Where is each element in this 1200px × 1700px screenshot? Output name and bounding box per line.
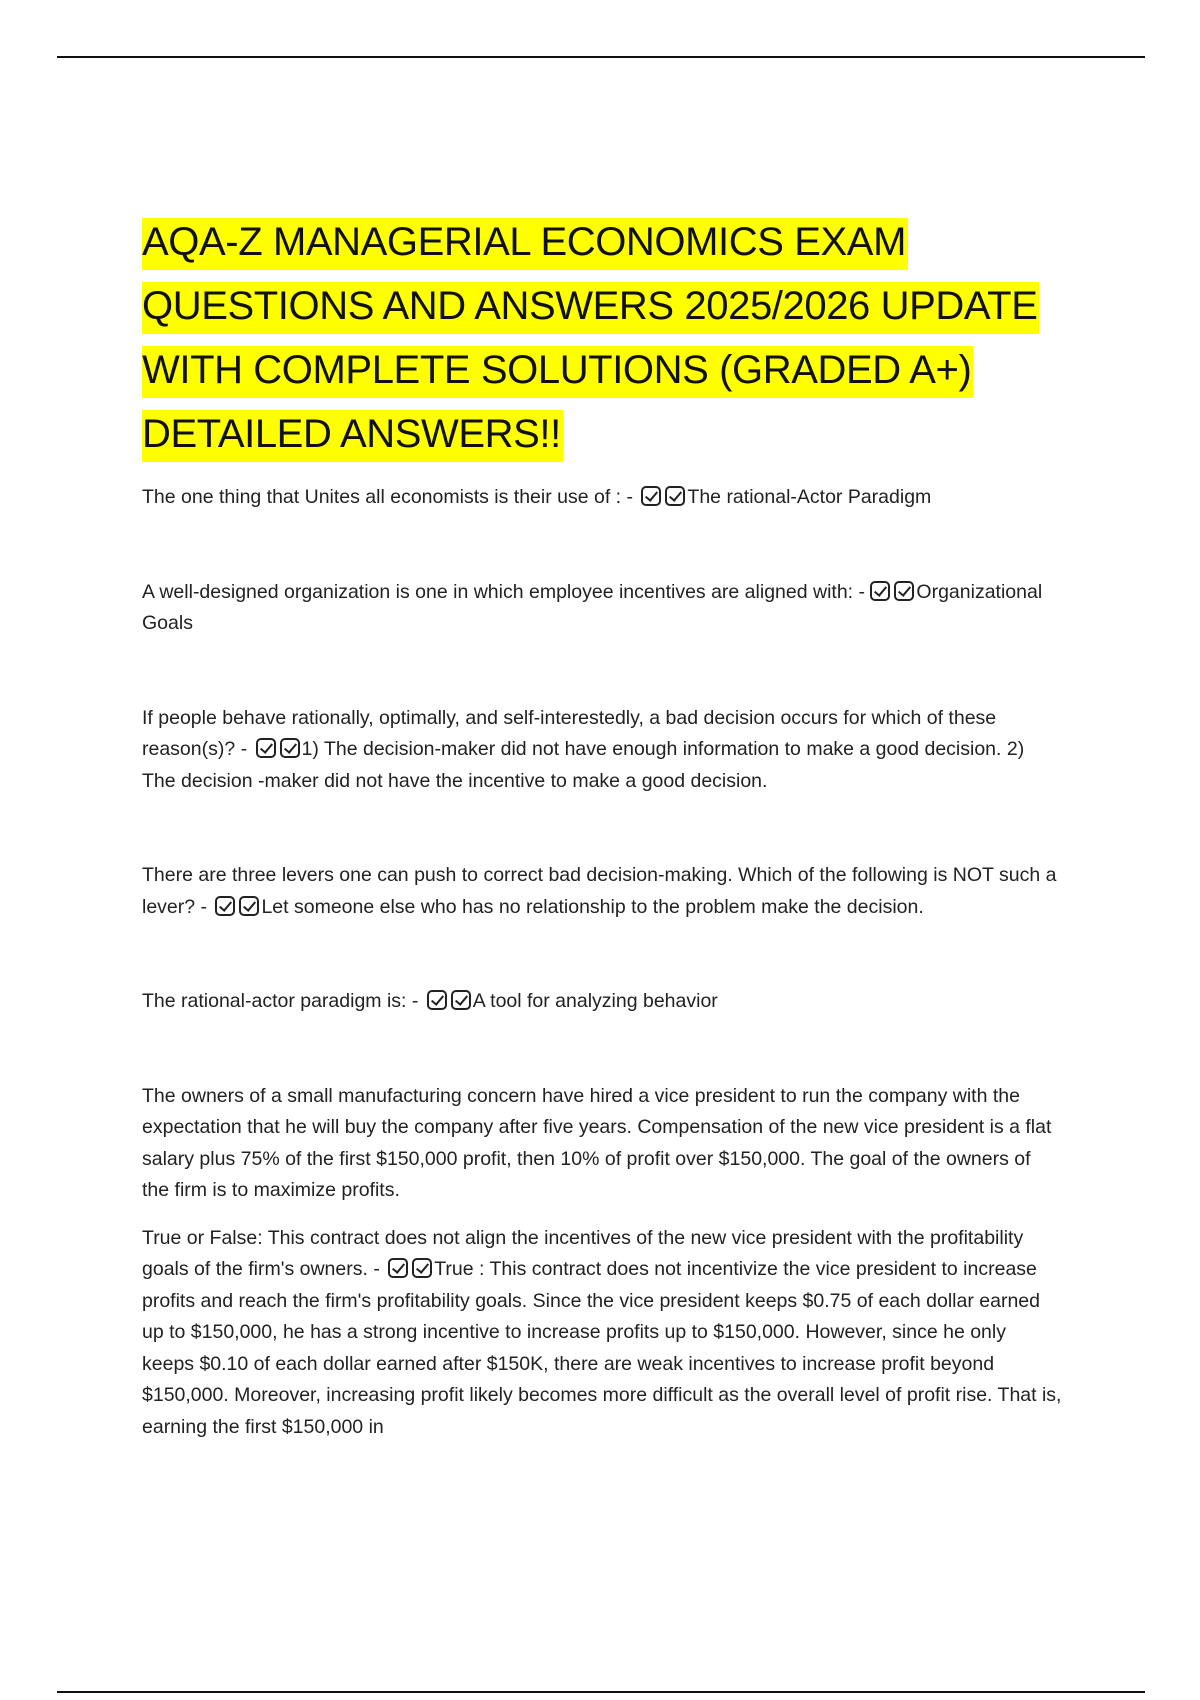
question-text: The rational-actor paradigm is: - <box>142 990 419 1012</box>
answer-text: The rational-Actor Paradigm <box>687 486 932 508</box>
answer-text: A tool for analyzing behavior <box>472 990 718 1012</box>
qa-item-2 <box>142 577 1062 640</box>
scenario-paragraph: The owners of a small manufacturing concern have hired a vice president to run the company with the expectation that he will buy the company after five years. Compensation of the new vice president is a flat salary plus 75% of the first $150,000 profit, then 10% of profit over $150,000. The goal of the owners of the firm is to maximize profits. <box>142 1084 1052 1201</box>
qa-item-6 <box>142 1223 1062 1444</box>
qa-item-5 <box>142 986 1062 1018</box>
checkbox-check-icon <box>388 1258 408 1278</box>
checkbox-check-icon <box>215 896 235 916</box>
checkbox-check-icon <box>451 990 471 1010</box>
checkbox-check-icon <box>870 581 890 601</box>
document-body <box>142 210 1062 1443</box>
question-text: If people behave rationally, optimally, and self-interestedly, a bad decision occurs for which of these reason(s)? - <box>142 706 997 760</box>
checkbox-check-icon <box>256 738 276 758</box>
bottom-rule <box>57 1691 1145 1693</box>
qa-item-1 <box>142 482 1062 514</box>
question-text: True or False: This contract does not align the incentives of the new vice president with the profitability goals of the firm's owners. - <box>142 1226 1024 1280</box>
question-text: The one thing that Unites all economists is their use of : - <box>142 486 633 508</box>
top-rule <box>57 56 1145 58</box>
checkbox-check-icon <box>412 1258 432 1278</box>
answer-text: Let someone else who has no relationship to the problem make the decision. <box>261 895 924 918</box>
checkbox-check-icon <box>239 896 259 916</box>
checkbox-check-icon <box>427 990 447 1010</box>
question-text: There are three levers one can push to correct bad decision-making. Which of the following is NOT such a lever? - <box>142 864 1057 918</box>
document-title <box>142 210 1062 466</box>
question-text: A well-designed organization is one in which employee incentives are aligned with: - <box>142 580 865 603</box>
answer-text: True : This contract does not incentivize the vice president to increase profits and reach the firm's profitability goals. Since the vice president keeps $0.75 of each dollar earned up to $150,000, he has a strong incentive to increase profits up to $150,000. However, since he only keeps $0.10 of each dollar earned after $150K, there are weak incentives to increase profit beyond $150,000. Moreover, increasing profit likely becomes more difficult as the overall level of profit rise. That is, earning the first $150,000 in <box>142 1258 1062 1438</box>
qa-item-3 <box>142 703 1062 798</box>
answer-text: Organizational Goals <box>142 580 1043 634</box>
checkbox-check-icon <box>280 738 300 758</box>
answer-text: 1) The decision-maker did not have enough information to make a good decision. 2) The decision -maker did not have the incentive to make a good decision. <box>142 738 1025 792</box>
title-highlight: AQA-Z MANAGERIAL ECONOMICS EXAM QUESTIONS AND ANSWERS 2025/2026 UPDATE WITH COMPLETE SOLUTIONS (GRADED A+) DETAILED ANSWERS!! <box>142 218 1039 462</box>
qa-item-4 <box>142 860 1062 923</box>
checkbox-check-icon <box>665 486 685 506</box>
checkbox-check-icon <box>641 486 661 506</box>
checkbox-check-icon <box>894 581 914 601</box>
